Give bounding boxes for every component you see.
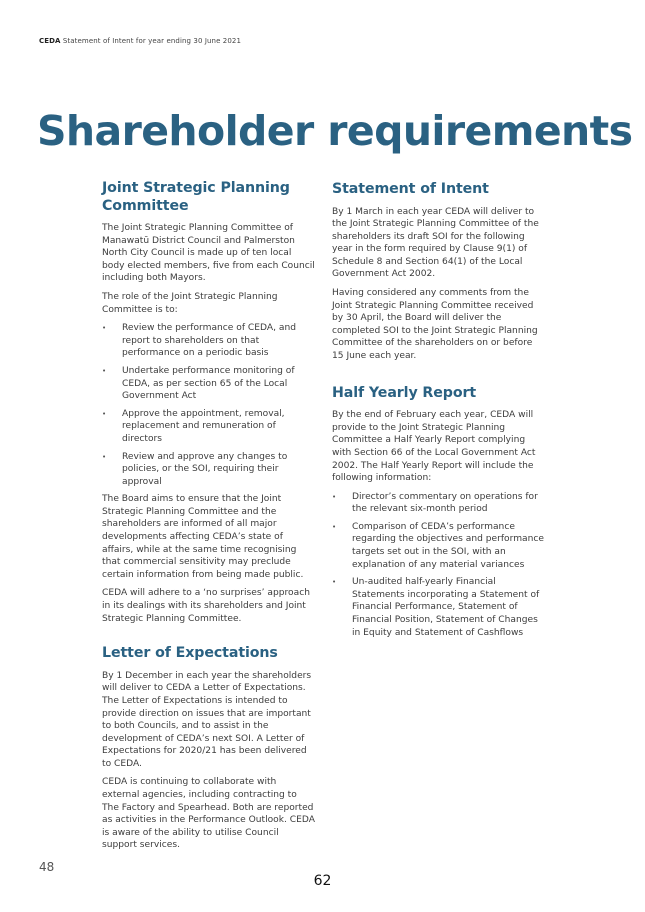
jspc-heading: Joint Strategic Planning Committee xyxy=(102,180,290,214)
loe-paragraph-1: By 1 December in each year the shareholders will deliver to CEDA a Letter of Expectations. The Letter of Expectations is intended to provide direction on issues that are important to both Councils, and to assist in the development of CEDA’s next SOI. A Letter of Expectations for 2020/21 has been delivered to CEDA. xyxy=(102,670,312,769)
bullet-icon: • xyxy=(102,452,107,461)
pdf-page-number: 62 xyxy=(313,873,332,889)
soi-heading: Statement of Intent xyxy=(332,181,489,197)
bullet-icon: • xyxy=(332,522,337,531)
document-page-number: 48 xyxy=(39,860,55,874)
list-item: • Review and approve any changes to policies, or the SOI, requiring their approval xyxy=(102,451,288,487)
bullet-icon: • xyxy=(102,409,107,418)
bullet-icon: • xyxy=(102,324,107,333)
list-item: • Comparison of CEDA’s performance regarding the objectives and performance targets set out in the SOI, with an explanation of any material variances xyxy=(332,521,544,570)
bullet-icon: • xyxy=(102,366,107,375)
list-item: • Approve the appointment, removal, replacement and remuneration of directors xyxy=(102,408,285,444)
left-column xyxy=(102,180,315,858)
loe-paragraph-2: CEDA is continuing to collaborate with external agencies, including contracting to The Factory and Spearhead. Both are reported as activities in the Performance Outlook. CEDA is aware of the ability to utilise Council support services. xyxy=(102,777,315,851)
hyr-paragraph-1: By the end of February each year, CEDA will provide to the Joint Strategic Planning Committee a Half Yearly Report complying with Section 66 of the Local Government Act 2002. The Half Yearly Report will include the following information: xyxy=(332,410,536,484)
hyr-info-list xyxy=(332,491,545,640)
bullet-icon: • xyxy=(332,578,337,587)
running-header xyxy=(39,37,241,45)
header-subtitle: Statement of Intent for year ending 30 June 2021 xyxy=(62,37,242,45)
jspc-paragraph-4: CEDA will adhere to a ‘no surprises’ approach in its dealings with its shareholders and Joint Strategic Planning Committee. xyxy=(102,588,310,624)
page-title: Shareholder requirements xyxy=(37,107,633,155)
bullet-icon: • xyxy=(332,492,337,501)
loe-heading: Letter of Expectations xyxy=(102,645,278,662)
list-item: • Undertake performance monitoring of CEDA, as per section 65 of the Local Government Act xyxy=(102,365,295,402)
jspc-paragraph-3: The Board aims to ensure that the Joint Strategic Planning Committee and the shareholders are informed of all major developments affecting CEDA’s state of affairs, while at the same time recognising that commercial sensitivity may preclude certain information from being made public. xyxy=(102,494,304,580)
hyr-heading: Half Yearly Report xyxy=(332,384,477,401)
list-item: • Director’s commentary on operations for the relevant six-month period xyxy=(332,491,538,515)
list-item: • Un-audited half-yearly Financial Statements incorporating a Statement of Financial Performance, Statement of Financial Position, Statement of Changes in Equity and Statement of Cashflows xyxy=(332,577,540,638)
jspc-role-list xyxy=(102,322,315,488)
list-item: • Review the performance of CEDA, and report to shareholders on that performance on a periodic basis xyxy=(102,323,296,359)
soi-paragraph-2: Having considered any comments from the Joint Strategic Planning Committee received by 30 April, the Board will deliver the completed SOI to the Joint Strategic Planning Committee of the shareholders on or before 15 June each year. xyxy=(332,288,538,362)
right-column xyxy=(332,181,545,644)
header-brand: CEDA xyxy=(39,37,61,45)
soi-paragraph-1: By 1 March in each year CEDA will deliver to the Joint Strategic Planning Committee of the shareholders its draft SOI for the following year in the form required by Clause 9(1) of Schedule 8 and Section 64(1) of the Local Government Act 2002. xyxy=(332,206,539,280)
jspc-paragraph-1: The Joint Strategic Planning Committee of Manawatū District Council and Palmerston North City Council is made up of ten local body elected members, five from each Council including both Mayors. xyxy=(102,223,315,284)
jspc-paragraph-2: The role of the Joint Strategic Planning Committee is to: xyxy=(102,291,278,315)
